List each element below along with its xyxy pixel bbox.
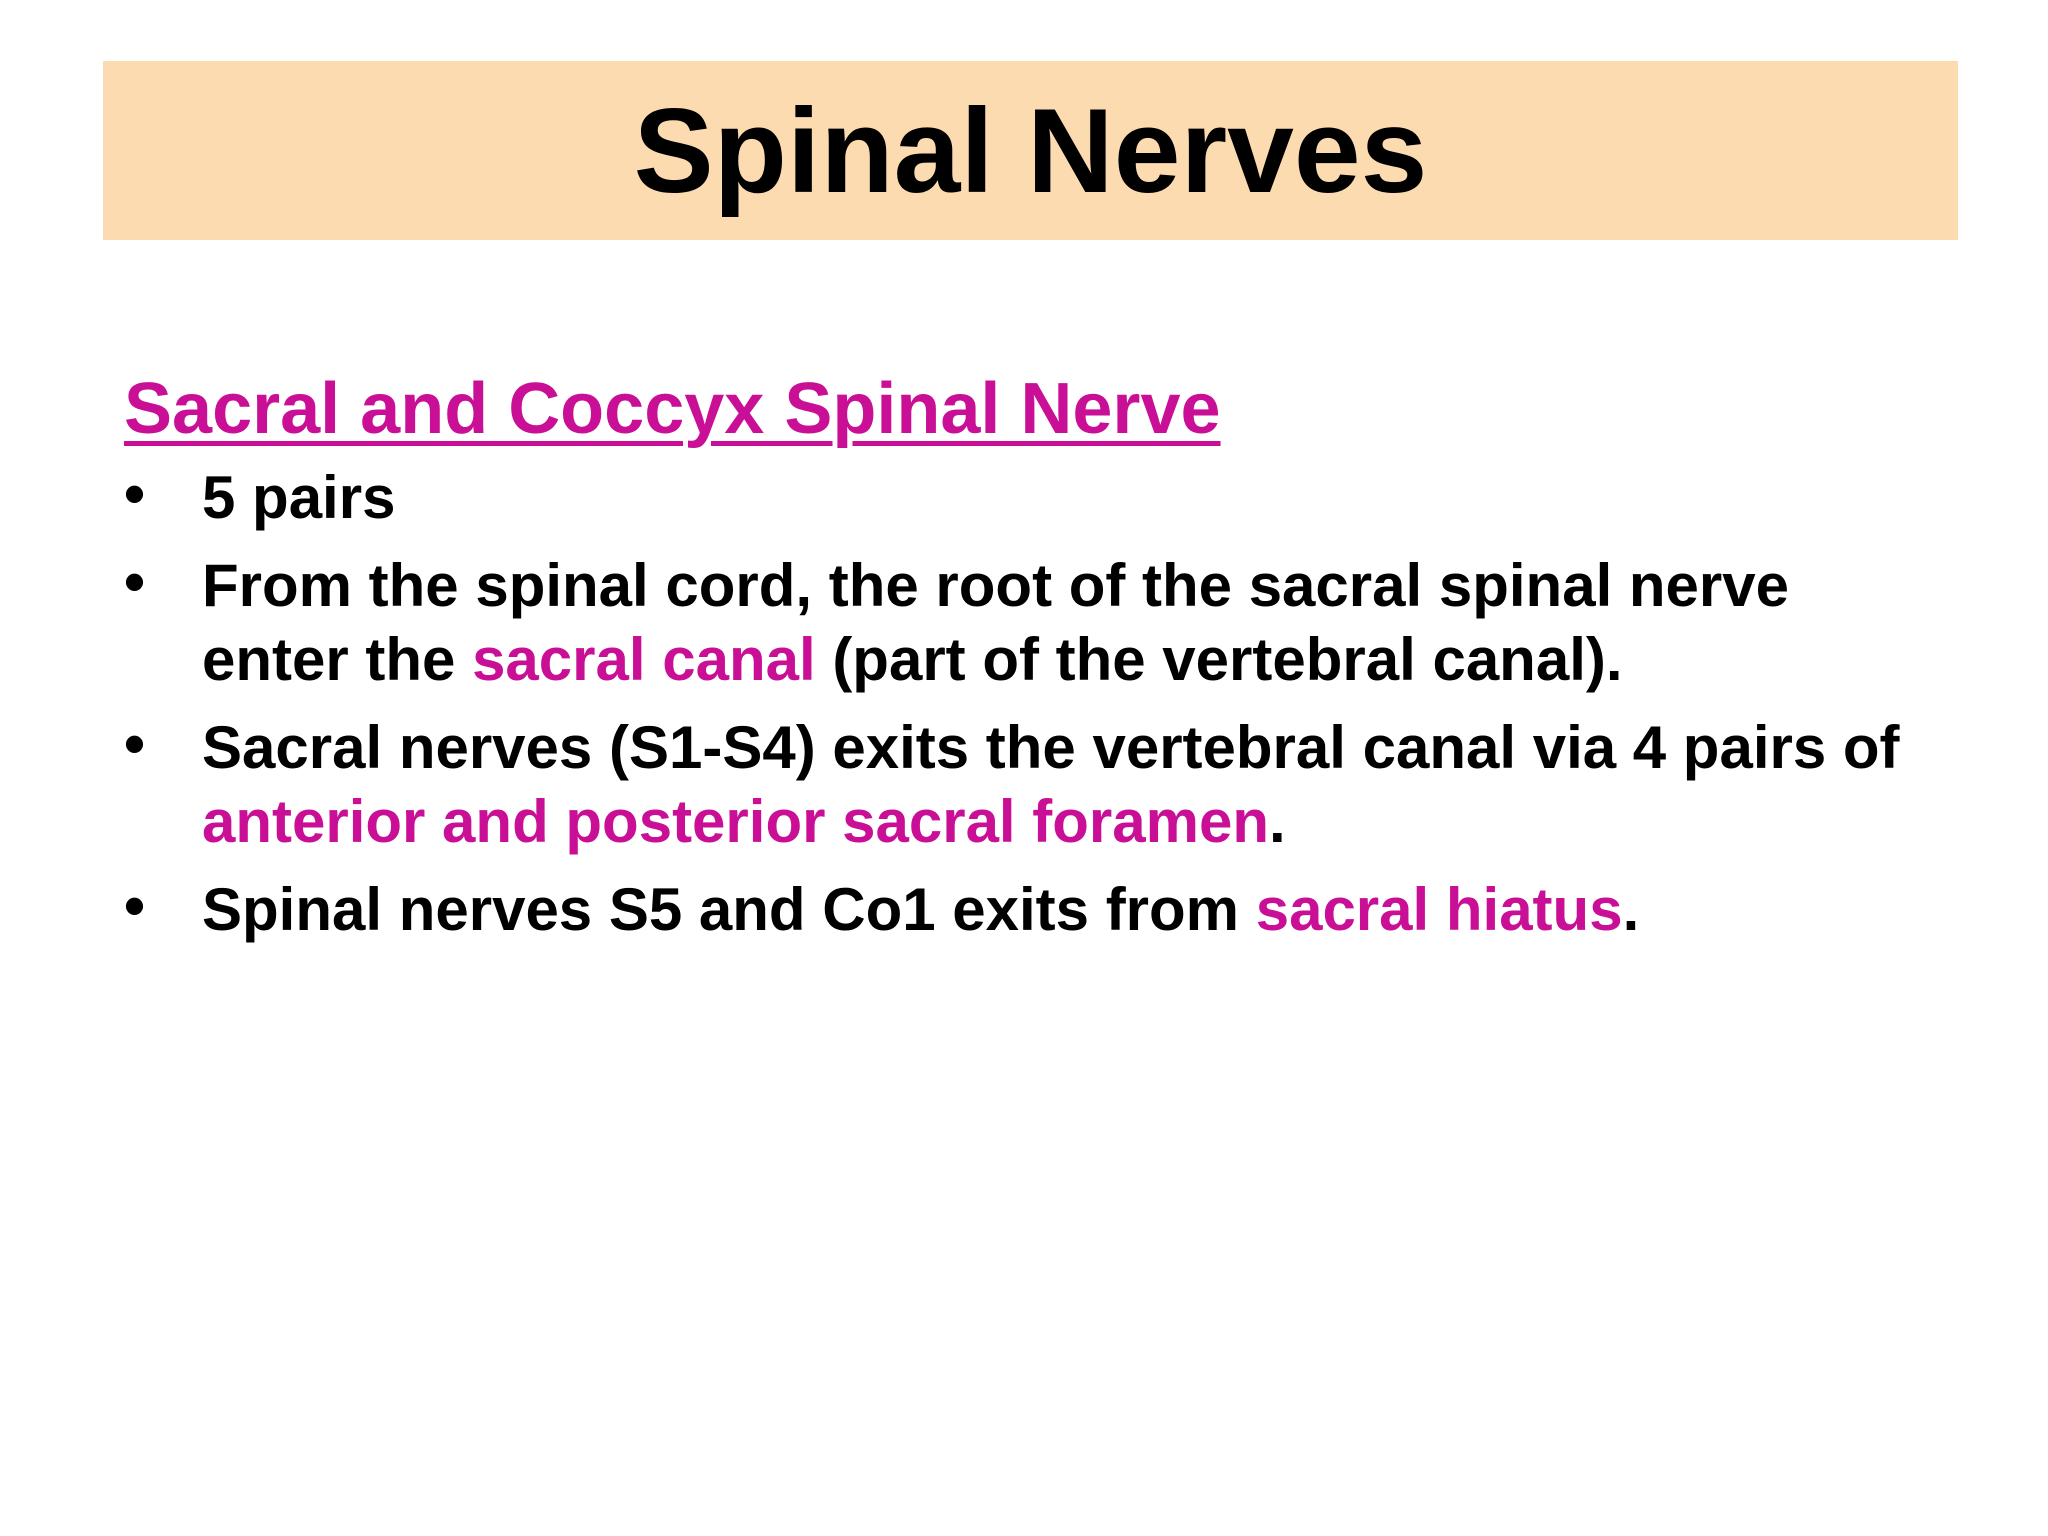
bullet-item-pairs xyxy=(124,461,1914,535)
bullet-text: 5 pairs xyxy=(202,463,396,531)
highlight-term: sacral canal xyxy=(472,625,816,693)
bullet-text: From the spinal cord, the root of the sacral spinal nerve enter the xyxy=(202,551,1790,693)
highlight-term: sacral hiatus xyxy=(1255,875,1623,943)
slide-body xyxy=(124,368,1914,961)
bullet-text: Sacral nerves (S1-S4) exits the vertebral canal via 4 pairs of xyxy=(202,713,1900,781)
bullet-text: (part of the vertebral canal). xyxy=(815,625,1623,693)
bullet-text: . xyxy=(1269,787,1286,855)
bullet-text: Spinal nerves S5 and Co1 exits from xyxy=(202,875,1256,943)
title-band xyxy=(103,61,1958,240)
highlight-term: anterior and posterior sacral foramen xyxy=(202,787,1269,855)
bullet-text: . xyxy=(1622,875,1640,943)
bullet-icon: • xyxy=(124,871,146,939)
bullet-item-sacral-hiatus xyxy=(124,873,1914,947)
bullet-list xyxy=(124,461,1914,947)
bullet-icon: • xyxy=(124,547,146,615)
bullet-item-sacral-canal xyxy=(124,549,1914,697)
bullet-icon: • xyxy=(124,459,146,527)
section-heading: Sacral and Coccyx Spinal Nerve xyxy=(124,369,1221,449)
slide-title: Spinal Nerves xyxy=(633,83,1428,218)
bullet-icon: • xyxy=(124,709,146,777)
bullet-item-sacral-foramen xyxy=(124,711,1914,859)
